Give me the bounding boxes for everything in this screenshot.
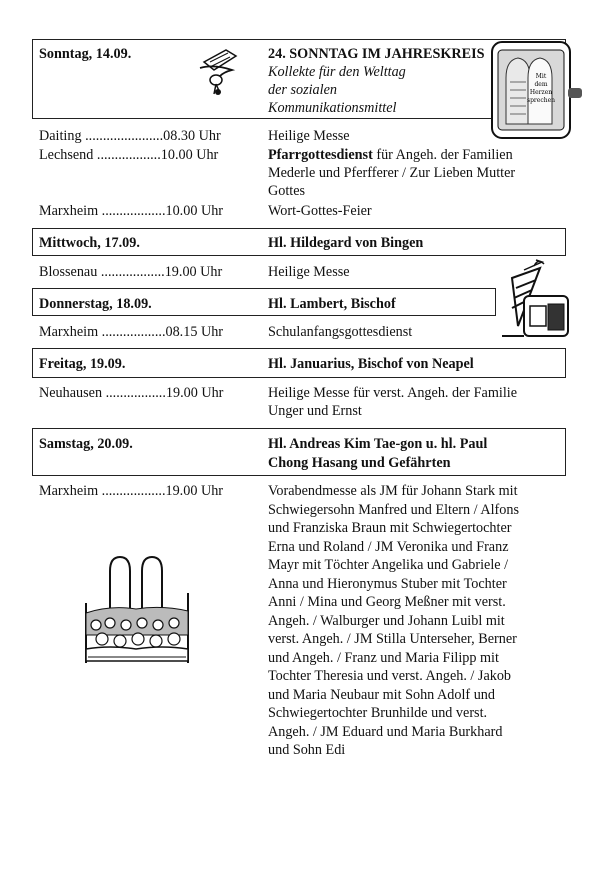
saturday-line: Schwiegertochter Brunhilde und verst.	[268, 705, 488, 721]
saturday-date: Samstag, 20.09.	[39, 436, 133, 452]
saturday-line: Erna und Roland / JM Veronika und Franz	[268, 538, 509, 555]
wednesday-service: Heilige Messe	[268, 264, 350, 280]
saturday-line: und Sohn Edi	[268, 742, 346, 758]
communication-figure-icon	[192, 42, 248, 98]
tablet-text-4: sprechen	[527, 97, 555, 104]
sunday-row-2-line2: Mederle und Pferfferer / Zur Lieben Mutter	[268, 165, 516, 181]
saturday-line: Anni / Mina und Georg Meßner mit verst.	[268, 594, 506, 610]
friday-title: Hl. Januarius, Bischof von Neapel	[268, 356, 474, 372]
sunday-row-1-service: Heilige Messe	[268, 128, 350, 144]
congregation-icon	[80, 553, 194, 665]
school-cone-icon	[494, 256, 576, 342]
friday-line-2: Unger und Ernst	[268, 403, 362, 419]
sunday-row-3-place: Marxheim ..................10.00 Uhr	[39, 203, 224, 219]
thursday-service: Schulanfangsgottesdienst	[268, 324, 413, 340]
sunday-row-2-place: Lechsend ..................10.00 Uhr	[39, 147, 219, 163]
saturday-line: Tochter Theresia und verst. Angeh. / Jakob	[268, 668, 512, 684]
saturday-line: Mayr mit Töchter Angelika und Gabriele /	[268, 557, 509, 573]
saturday-line: Vorabendmesse als JM für Johann Stark mit	[268, 483, 518, 499]
sunday-collect-2: der sozialen	[268, 82, 337, 98]
saturday-title-2: Chong Hasang und Gefährten	[268, 455, 451, 471]
saturday-place: Marxheim ..................19.00 Uhr	[39, 483, 224, 499]
sunday-row-1-place: Daiting ......................08.30 Uhr	[39, 128, 221, 144]
friday-line-1: Heilige Messe für verst. Angeh. der Familie	[268, 385, 518, 401]
saturday-line: Anna und Hieronymus Stuber mit Tochter	[268, 575, 507, 592]
saturday-line: und Franziska Braun mit Schwiegertochter	[268, 520, 512, 536]
thursday-place: Marxheim ..................08.15 Uhr	[39, 324, 224, 340]
saturday-title-1: Hl. Andreas Kim Tae-gon u. hl. Paul	[268, 436, 488, 452]
sunday-collect-3: Kommunikationsmittel	[268, 100, 397, 116]
tablet-text-3: Herzen	[529, 89, 553, 96]
friday-date: Freitag, 19.09.	[39, 356, 126, 372]
sunday-date: Sonntag, 14.09.	[39, 46, 132, 62]
saturday-line: und Angeh. / Franz und Maria Filipp mit	[268, 649, 499, 666]
tablet-text-1: Mit	[535, 73, 547, 80]
saturday-line: und Maria Neubaur mit Sohn Adolf und	[268, 686, 495, 703]
thursday-date: Donnerstag, 18.09.	[39, 296, 152, 312]
wednesday-place: Blossenau ..................19.00 Uhr	[39, 264, 223, 280]
saturday-line: Angeh. / JM Eduard und Maria Burkhard	[268, 723, 503, 740]
wednesday-date: Mittwoch, 17.09.	[39, 235, 140, 251]
sunday-row-2-service-bold: Pfarrgottesdienst	[268, 147, 373, 163]
saturday-line: Schwiegersohn Manfred und Eltern / Alfons	[268, 501, 519, 518]
saturday-line: Angeh. / Walburger und Johann Luibl mit	[268, 612, 505, 629]
sunday-row-2-line3: Gottes	[268, 183, 306, 199]
wednesday-title: Hl. Hildegard von Bingen	[268, 235, 424, 251]
sunday-title: 24. SONNTAG IM JAHRESKREIS	[268, 46, 485, 62]
friday-place: Neuhausen .................19.00 Uhr	[39, 385, 224, 401]
sunday-row-2-service-rest: für Angeh. der Familien	[372, 147, 513, 163]
saturday-line: verst. Angeh. / JM Stilla Unterseher, Berner	[268, 631, 517, 647]
thursday-title: Hl. Lambert, Bischof	[268, 296, 396, 312]
sunday-collect-1: Kollekte für den Welttag	[268, 64, 406, 80]
sunday-row-3-service: Wort-Gottes-Feier	[268, 203, 372, 219]
tablet-text-2: dem	[534, 81, 548, 88]
sunday-row-2-service	[268, 146, 566, 165]
